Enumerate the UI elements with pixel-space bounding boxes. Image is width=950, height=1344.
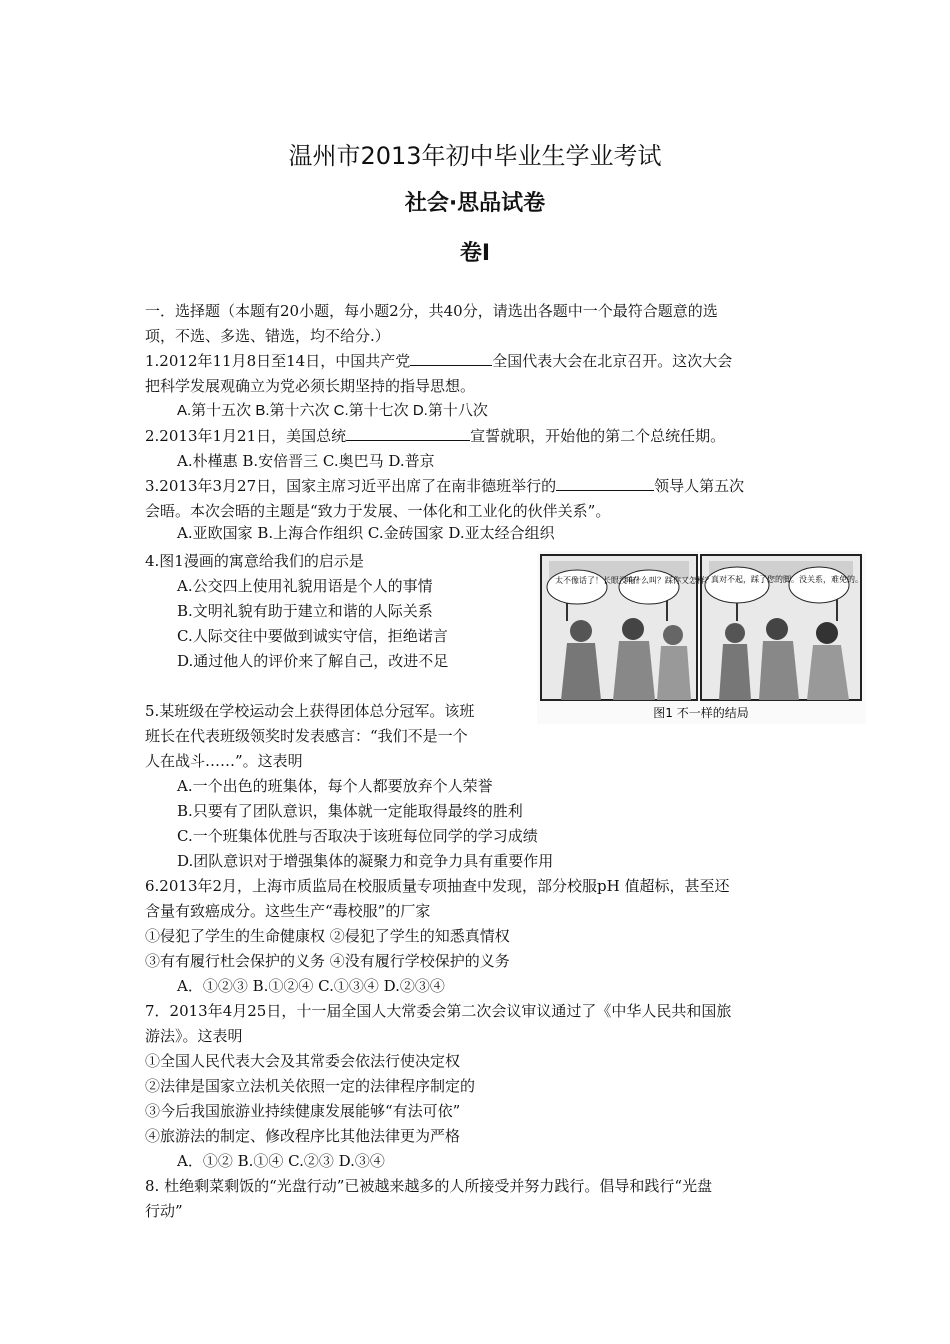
passenger-body-2 <box>613 641 655 700</box>
q3-blank <box>556 475 654 491</box>
q1-stem-b: 全国代表大会在北京召开。这次大会 <box>492 352 733 370</box>
q1-blank <box>410 350 492 366</box>
q6-stem1: 6.2013年2月，上海市质监局在校服质量专项抽查中发现，部分校服pH 值超标，甚至还 <box>145 877 730 895</box>
q1-options: A.第十五次 B.第十六次 C.第十七次 D.第十八次 <box>177 402 488 419</box>
q6-stem2: 含量有致癌成分。这些生产“毒校服”的厂家 <box>145 902 431 920</box>
passenger-body-5 <box>759 641 799 700</box>
q2-blank <box>346 425 470 441</box>
q7-item1: ①全国人民代表大会及其常委会依法行使决定权 <box>145 1052 461 1070</box>
speech-bubble-4 <box>789 567 849 603</box>
passenger-body-1 <box>561 643 601 700</box>
q4-option-c: C.人际交往中要做到诚实守信，拒绝诺言 <box>177 627 448 645</box>
exam-subtitle: 社会·思品试卷 <box>404 191 546 216</box>
speech-bubble-3 <box>705 567 769 603</box>
q4-option-d: D.通过他人的评价来了解自己，改进不足 <box>177 652 449 670</box>
passenger-head-5 <box>766 618 788 640</box>
figure-caption: 图1 不一样的结局 <box>653 706 749 720</box>
exam-title: 温州市2013年初中毕业生学业考试 <box>288 142 662 170</box>
q1-stem-a: 1.2012年11月8日至14日，中国共产党 <box>145 352 411 370</box>
q7-options: A．①② B.①④ C.②③ D.③④ <box>177 1152 385 1170</box>
q1-stem <box>145 350 732 372</box>
section-instructions-line2: 项，不选、多选、错选，均不给分.） <box>145 327 390 345</box>
q6-item1: ①侵犯了学生的生命健康权 ②侵犯了学生的知悉真情权 <box>145 927 510 945</box>
q5-option-a: A.一个出色的班集体，每个人都要放弃个人荣誉 <box>177 777 493 795</box>
passenger-head-2 <box>622 618 644 640</box>
q6-options: A．①②③ B.①②④ C.①③④ D.②③④ <box>177 977 445 995</box>
q2-stem-a: 2.2013年1月21日，美国总统 <box>145 427 347 445</box>
q1-stem2: 把科学发展观确立为党必须长期坚持的指导思想。 <box>145 377 476 395</box>
q4-option-a: A.公交四上使用礼貌用语是个人的事情 <box>177 577 433 595</box>
q6-item2: ③有有履行杜会保护的义务 ④没有履行学校保护的义务 <box>145 952 510 970</box>
q5-stem3: 人在战斗……”。这表明 <box>145 752 303 770</box>
q8-stem2: 行动” <box>145 1202 183 1220</box>
bubble-1-text: 太不像话了！长眼没有？ <box>555 576 643 585</box>
figure-1-comic <box>537 551 866 724</box>
q5-option-b: B.只要有了团队意识，集体就一定能取得最终的胜利 <box>177 802 523 820</box>
section-instructions-line1: 一．选择题（本题有20小题，每小题2分，共40分，请选出各题中一个最符合题意的选 <box>145 302 718 320</box>
bubble-2-text: 叫什么叫？踩你又怎样？ <box>625 576 713 585</box>
passenger-head-4 <box>725 623 745 643</box>
q7-stem2: 游法》。这表明 <box>145 1027 243 1045</box>
passenger-body-3 <box>657 646 691 700</box>
q3-stem <box>145 475 744 497</box>
q3-stem2: 会晤。本次会晤的主题是“致力于发展、一体化和工业化的伙伴关系”。 <box>145 502 611 520</box>
passenger-body-4 <box>719 644 751 700</box>
bubble-3-text: 真对不起，踩了您的脚。 <box>711 575 799 584</box>
q7-stem1: 7．2013年4月25日，十一届全国人大常委会第二次会议审议通过了《中华人民共和国旅 <box>145 1002 732 1020</box>
passenger-head-1 <box>570 620 592 642</box>
bubble-4-text: 没关系，难免的。 <box>799 575 863 584</box>
q5-stem2: 班长在代表班级领奖时发表感言：“我们不是一个 <box>145 727 468 745</box>
q7-item2: ②法律是国家立法机关依照一定的法律程序制定的 <box>145 1077 476 1095</box>
q3-options: A.亚欧国家 B.上海合作组织 C.金砖国家 D.亚太经合组织 <box>177 524 555 542</box>
q3-stem-a: 3.2013年3月27日，国家主席习近平出席了在南非德班举行的 <box>145 477 557 495</box>
q2-stem <box>145 425 725 447</box>
passenger-head-6 <box>816 622 838 644</box>
q5-option-d: D.团队意识对于增强集体的凝聚力和竞争力具有重要作用 <box>177 852 554 870</box>
q5-stem1: 5.某班级在学校运动会上获得团体总分冠军。该班 <box>145 702 475 720</box>
q2-stem-b: 宣誓就职，开始他的第二个总统任期。 <box>470 427 726 445</box>
passenger-head-3 <box>663 625 683 645</box>
volume-label: 卷Ⅰ <box>459 241 491 266</box>
q7-item4: ④旅游法的制定、修改程序比其他法律更为严格 <box>145 1127 461 1145</box>
q7-item3: ③今后我国旅游业持续健康发展能够“有法可依” <box>145 1102 461 1120</box>
comic-drawing <box>537 551 866 724</box>
q5-option-c: C.一个班集体优胜与否取决于该班每位同学的学习成绩 <box>177 827 538 845</box>
q4-stem: 4.图1漫画的寓意给我们的启示是 <box>145 552 364 570</box>
q4-option-b: B.文明礼貌有助于建立和谐的人际关系 <box>177 602 433 620</box>
q3-stem-b: 领导人第五次 <box>654 477 745 495</box>
q2-options: A.朴槿惠 B.安倍晋三 C.奥巴马 D.普京 <box>177 452 435 470</box>
q8-stem1: 8. 杜绝剩菜剩饭的“光盘行动”已被越来越多的人所接受并努力践行。倡导和践行“光盘 <box>145 1177 713 1195</box>
